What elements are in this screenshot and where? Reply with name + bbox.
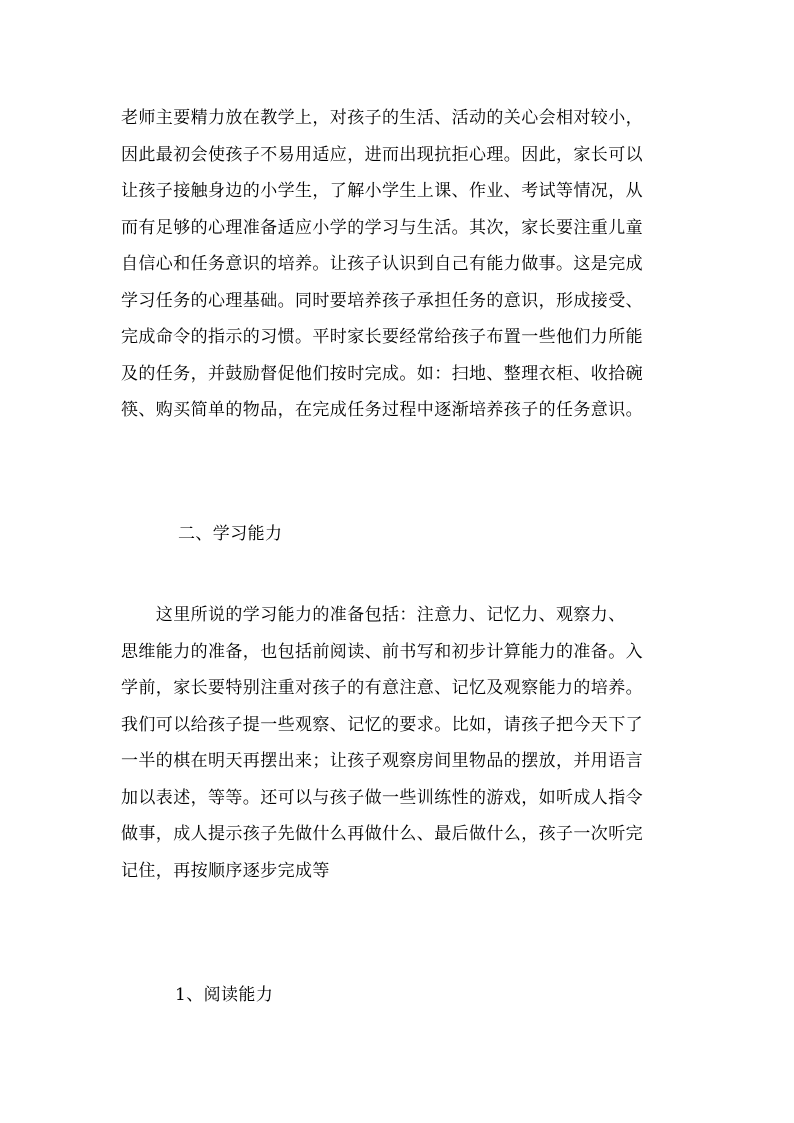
- text-line: 而有足够的心理准备适应小学的学习与生活。其次，家长要注重儿童: [121, 217, 643, 238]
- paragraph-2: [121, 597, 681, 889]
- text-line: 筷、购买简单的物品，在完成任务过程中逐渐培养孩子的任务意识。: [121, 400, 643, 420]
- text-line: 思维能力的准备，也包括前阅读、前书写和初步计算能力的准备。入: [121, 641, 643, 662]
- text-line: 加以表述，等等。还可以与孩子做一些训练性的游戏，如听成人指令: [121, 787, 643, 808]
- text-line: 及的任务，并鼓励督促他们按时完成。如：扫地、整理衣柜、收拾碗: [121, 363, 643, 384]
- text-line: 学习任务的心理基础。同时要培养孩子承担任务的意识，形成接受、: [121, 290, 643, 311]
- subsection-heading-reading-ability: 1、阅读能力: [175, 985, 274, 1005]
- text-line: 自信心和任务意识的培养。让孩子认识到自己有能力做事。这是完成: [121, 254, 643, 274]
- text-line: 做事，成人提示孩子先做什么再做什么、最后做什么，孩子一次听完: [121, 824, 643, 844]
- text-line: 老师主要精力放在教学上，对孩子的生活、活动的关心会相对较小，: [121, 108, 643, 128]
- text-line: 记住，再按顺序逐步完成等: [121, 860, 330, 881]
- text-line: 我们可以给孩子提一些观察、记忆的要求。比如，请孩子把今天下了: [121, 714, 643, 735]
- text-line: 学前，家长要特别注重对孩子的有意注意、记忆及观察能力的培养。: [121, 678, 643, 698]
- text-line: 一半的棋在明天再摆出来；让孩子观察房间里物品的摆放，并用语言: [121, 751, 643, 771]
- paragraph-1: [121, 100, 681, 429]
- text-line: 因此最初会使孩子不易用适应，进而出现抗拒心理。因此，家长可以: [121, 144, 643, 165]
- text-line: 完成命令的指示的习惯。平时家长要经常给孩子布置一些他们力所能: [121, 327, 643, 347]
- text-line: 这里所说的学习能力的准备包括：注意力、记忆力、观察力、: [121, 605, 626, 625]
- text-line: 让孩子接触身边的小学生，了解小学生上课、作业、考试等情况，从: [121, 181, 643, 201]
- section-heading-learning-ability: 二、学习能力: [178, 524, 283, 544]
